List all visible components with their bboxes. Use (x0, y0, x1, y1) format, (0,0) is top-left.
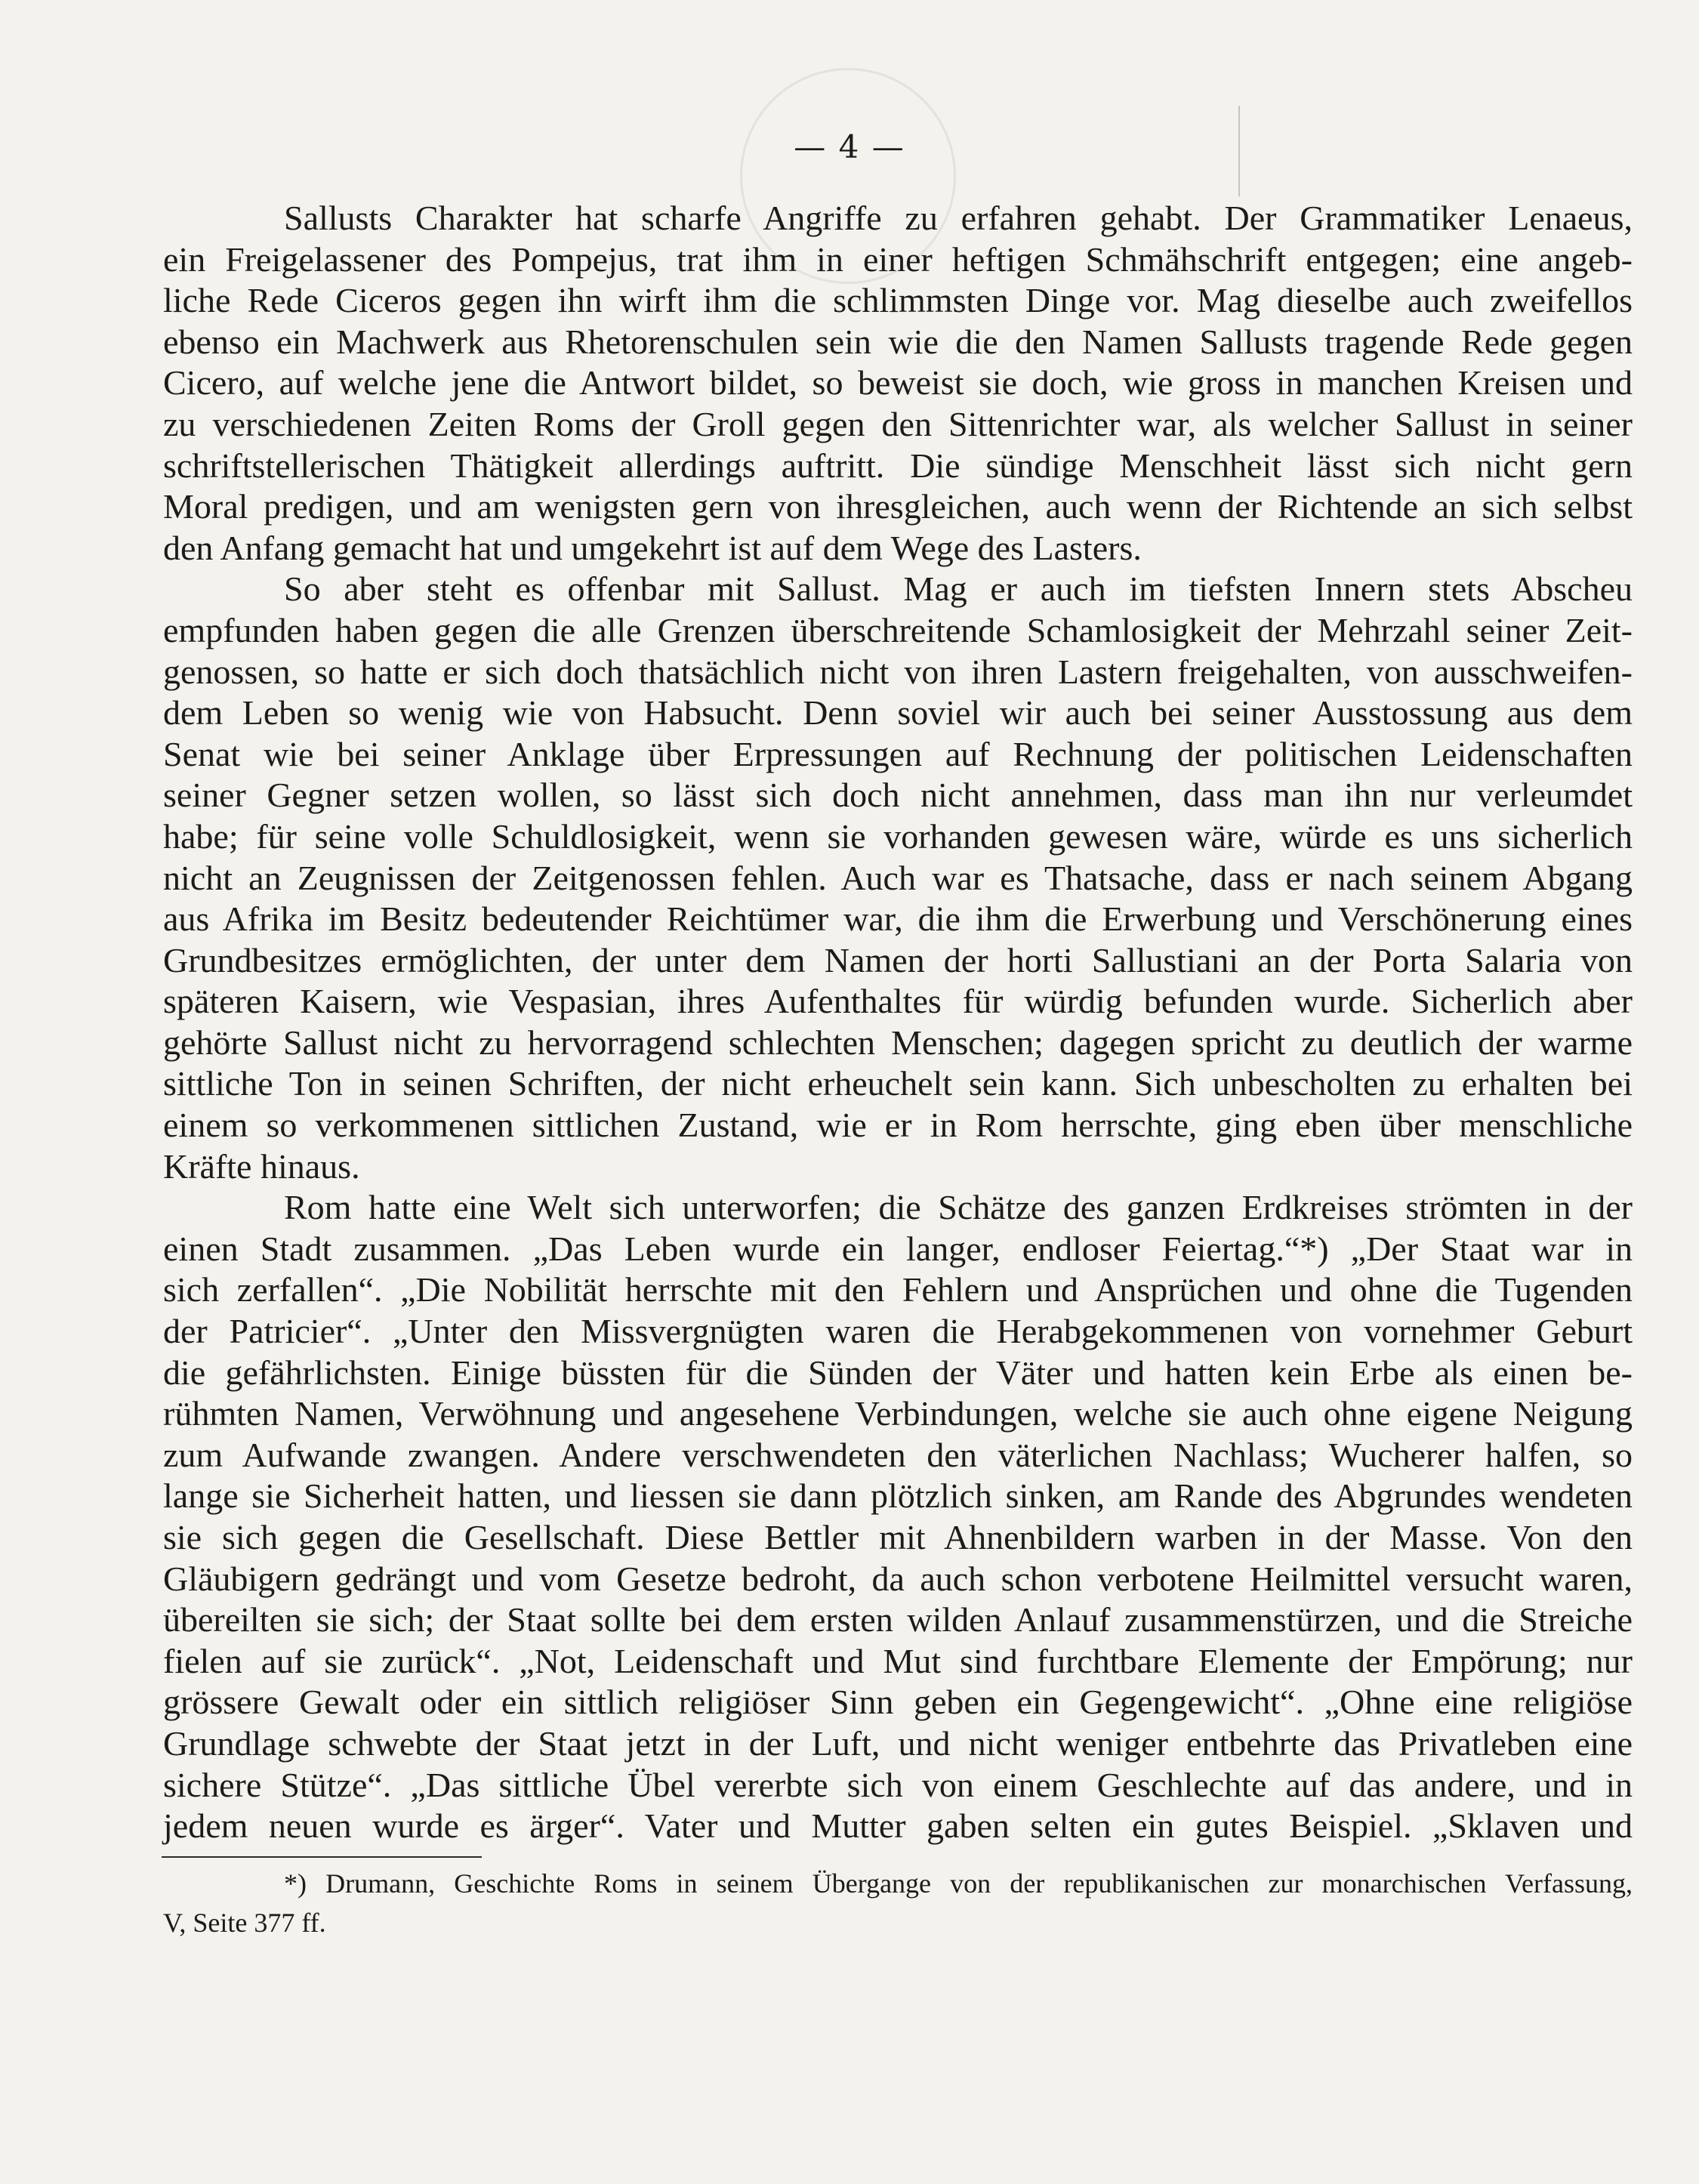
text-line: Moral predigen, und am wenigsten gern von ihresgleichen, auch wenn der Richtende an sich selbst (163, 487, 1633, 526)
text-line: Gläubigern gedrängt und vom Gesetze bedroht, da auch schon verbotene Heilmittel versucht waren, (163, 1559, 1633, 1598)
text-line: Kräfte hinaus. (163, 1146, 360, 1186)
text-line: einen Stadt zusammen. „Das Leben wurde ein langer, endloser Feiertag.“*) „Der Staat war in (163, 1229, 1633, 1268)
text-line: Cicero, auf welche jene die Antwort bildet, so beweist sie doch, wie gross in manchen Kreisen und (163, 363, 1633, 403)
text-line: genossen, so hatte er sich doch thatsächlich nicht von ihren Lastern freigehalten, von ausschweifen- (163, 652, 1633, 691)
text-line: sittliche Ton in seinen Schriften, der nicht erheuchelt sein kann. Sich unbescholten zu erhalten bei (163, 1064, 1633, 1103)
text-line: die gefährlichsten. Einige büssten für die Sünden der Väter und hatten kein Erbe als einen be- (163, 1353, 1633, 1392)
text-line: So aber steht es offenbar mit Sallust. Mag er auch im tiefsten Innern stets Abscheu (284, 569, 1633, 609)
text-line: habe; für seine volle Schuldlosigkeit, wenn sie vorhanden gewesen wäre, würde es uns sicherlich (163, 816, 1633, 856)
text-line: gehörte Sallust nicht zu hervorragend schlechten Menschen; dagegen spricht zu deutlich der warme (163, 1023, 1633, 1062)
text-line: liche Rede Ciceros gegen ihn wirft ihm die schlimmsten Dinge vor. Mag dieselbe auch zweifellos (163, 281, 1633, 320)
text-line: der Patricier“. „Unter den Missvergnügten waren die Herabgekommenen von vornehmer Geburt (163, 1312, 1633, 1351)
footnote-line: *) Drumann, Geschichte Roms in seinem Übergange von der republikanischen zur monarchischen Verfassung, (284, 1868, 1633, 1899)
text-line: ebenso ein Machwerk aus Rhetorenschulen sein wie die den Namen Sallusts tragende Rede gegen (163, 322, 1633, 361)
text-line: dem Leben so wenig wie von Habsucht. Denn soviel wir auch bei seiner Ausstossung aus dem (163, 693, 1633, 733)
page-number: — 4 — (794, 128, 905, 165)
footnote (163, 1864, 1633, 1942)
text-line: übereilten sie sich; der Staat sollte bei dem ersten wilden Anlauf zusammenstürzen, und die Streiche (163, 1600, 1633, 1640)
body-text (163, 198, 1633, 1847)
text-line: einem so verkommenen sittlichen Zustand, wie er in Rom herrschte, ging eben über menschliche (163, 1106, 1633, 1145)
footnote-line: V, Seite 377 ff. (163, 1908, 326, 1938)
text-line: Senat wie bei seiner Anklage über Erpressungen auf Rechnung der politischen Leidenschaften (163, 734, 1633, 773)
text-line: Grundlage schwebte der Staat jetzt in der Luft, und nicht weniger entbehrte das Privatleben eine (163, 1723, 1633, 1763)
text-line: zu verschiedenen Zeiten Roms der Groll gegen den Sittenrichter war, als welcher Sallust in seiner (163, 404, 1633, 443)
text-line: jedem neuen wurde es ärger“. Vater und Mutter gaben selten ein gutes Beispiel. „Sklaven und (163, 1806, 1633, 1846)
text-line: späteren Kaisern, wie Vespasian, ihres Aufenthaltes für würdig befunden wurde. Sicherlich aber (163, 982, 1633, 1021)
text-line: grössere Gewalt oder ein sittlich religiöser Sinn geben ein Gegengewicht“. „Ohne eine religiöse (163, 1683, 1633, 1722)
text-line: empfunden haben gegen die alle Grenzen überschreitende Schamlosigkeit der Mehrzahl seiner Zeit- (163, 610, 1633, 649)
text-line: sich zerfallen“. „Die Nobilität herrschte mit den Fehlern und Ansprüchen und ohne die Tugenden (163, 1270, 1633, 1309)
text-line: aus Afrika im Besitz bedeutender Reichtümer war, die ihm die Erwerbung und Verschönerung eines (163, 899, 1633, 939)
text-line: sichere Stütze“. „Das sittliche Übel vererbte sich von einem Geschlechte auf das andere, und in (163, 1765, 1633, 1804)
text-line: zum Aufwande zwangen. Andere verschwendeten den väterlichen Nachlass; Wucherer halfen, so (163, 1435, 1633, 1474)
text-line: sie sich gegen die Gesellschaft. Diese Bettler mit Ahnenbildern warben in der Masse. Von den (163, 1518, 1633, 1556)
text-line: Rom hatte eine Welt sich unterworfen; die Schätze des ganzen Erdkreises strömten in der (284, 1188, 1633, 1227)
text-line: fielen auf sie zurück“. „Not, Leidenschaft und Mut sind furchtbare Elemente der Empörung; nur (163, 1641, 1633, 1680)
footnote-divider (162, 1856, 482, 1858)
text-line: nicht an Zeugnissen der Zeitgenossen fehlen. Auch war es Thatsache, dass er nach seinem Abgang (163, 858, 1633, 897)
text-line: Grundbesitzes ermöglichten, der unter dem Namen der horti Sallustiani an der Porta Salaria von (163, 940, 1633, 979)
text-line: seiner Gegner setzen wollen, so lässt sich doch nicht annehmen, dass man ihn nur verleumdet (163, 776, 1633, 815)
text-line: rühmten Namen, Verwöhnung und angesehene Verbindungen, welche sie auch ohne eigene Neigung (163, 1394, 1633, 1433)
text-line: lange sie Sicherheit hatten, und liessen sie dann plötzlich sinken, am Rande des Abgrundes wendeten (163, 1476, 1633, 1516)
text-line: den Anfang gemacht hat und umgekehrt ist auf dem Wege des Lasters. (163, 528, 1142, 567)
text-line: ein Freigelassener des Pompejus, trat ihm in einer heftigen Schmähschrift entgegen; eine angeb- (163, 239, 1633, 279)
text-line: schriftstellerischen Thätigkeit allerdings auftritt. Die sündige Menschheit lässt sich nicht gern (163, 446, 1633, 485)
text-line: Sallusts Charakter hat scharfe Angriffe zu erfahren gehabt. Der Grammatiker Lenaeus, (284, 199, 1633, 237)
